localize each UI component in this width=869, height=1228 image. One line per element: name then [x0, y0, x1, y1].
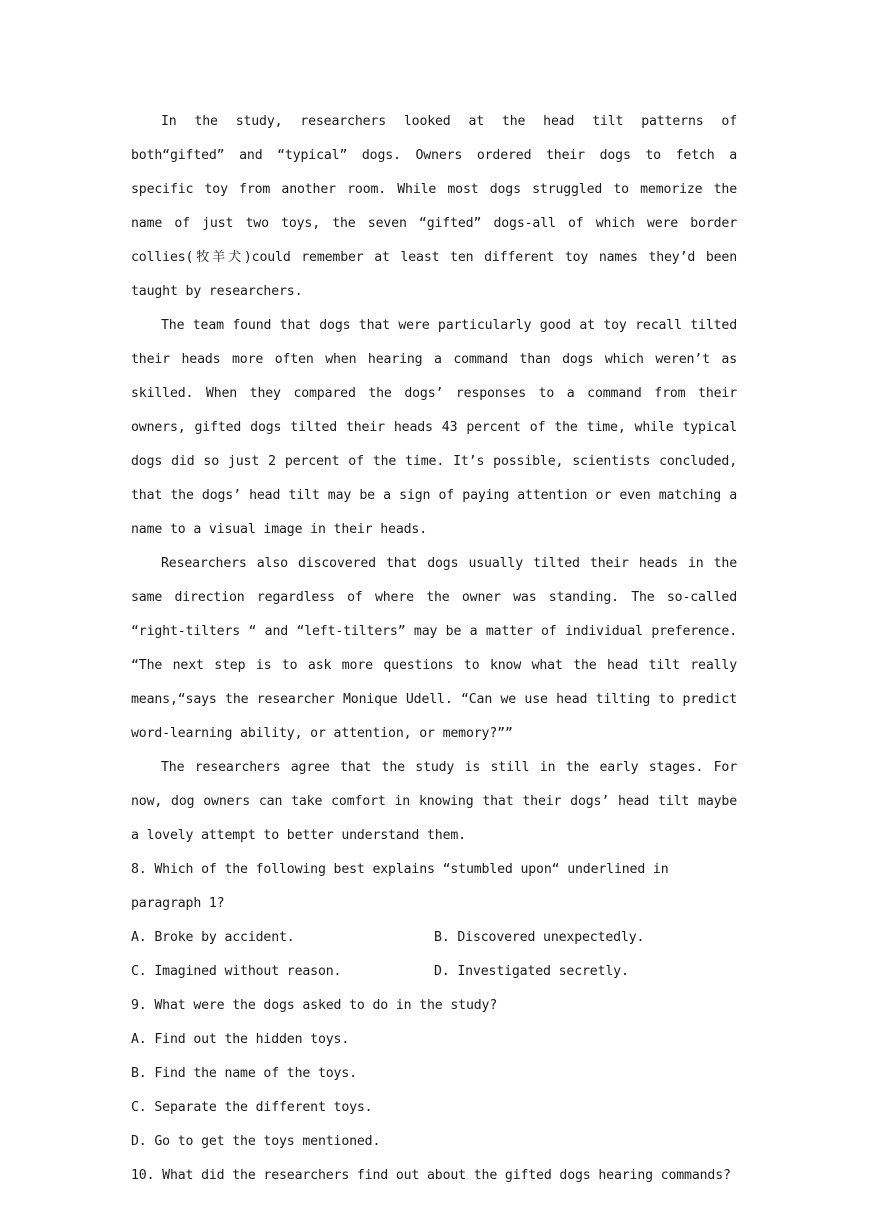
paragraph-3: Researchers also discovered that dogs usually tilted their heads in the same direction regardless of where the owner was standing. The so-called “right-tilters “ and “left-tilters” may be a matter of individual preference. “The next step is to ask more questions to know what the head tilt really means,“says the researcher Monique Udell. “Can we use head tilting to predict word-learning ability, or attention, or memory?””: [131, 556, 737, 741]
paragraph-1: In the study, researchers looked at the head tilt patterns of both“gifted” and “typical” dogs. Owners ordered their dogs to fetch a specific toy from another room. While most dogs struggled to memorize the name of just two toys, the seven “gifted” dogs-all of which were border collies(牧羊犬)could remember at least ten different toy names they’d been taught by researchers.: [131, 114, 737, 299]
question-9-option-b: B. Find the name of the toys.: [131, 1066, 357, 1081]
question-8-options-row-2: [131, 955, 737, 989]
question-8-options-row-1: [131, 921, 737, 955]
question-8-stem: 8. Which of the following best explains “stumbled upon“ underlined in paragraph 1?: [131, 862, 669, 911]
question-8-option-b: B. Discovered unexpectedly.: [434, 930, 645, 945]
paragraph-4: The researchers agree that the study is still in the early stages. For now, dog owners can take comfort in knowing that their dogs’ head tilt maybe a lovely attempt to better understand them.: [131, 760, 737, 843]
paragraph-2: The team found that dogs that were particularly good at toy recall tilted their heads more often when hearing a command than dogs which weren’t as skilled. When they compared the dogs’ responses to a command from their owners, gifted dogs tilted their heads 43 percent of the time, while typical dogs did so just 2 percent of the time. It’s possible, scientists concluded, that the dogs’ head tilt may be a sign of paying attention or even matching a name to a visual image in their heads.: [131, 318, 737, 537]
question-8-option-d: D. Investigated secretly.: [434, 964, 629, 979]
question-9-option-c: C. Separate the different toys.: [131, 1100, 373, 1115]
document-page: [131, 105, 737, 1193]
question-9-option-d: D. Go to get the toys mentioned.: [131, 1134, 381, 1149]
question-8-option-a: A. Broke by accident.: [131, 930, 295, 945]
question-8-option-c: C. Imagined without reason.: [131, 964, 342, 979]
question-10-stem: 10. What did the researchers find out about the gifted dogs hearing commands?: [131, 1168, 731, 1183]
question-9-stem: 9. What were the dogs asked to do in the study?: [131, 998, 498, 1013]
question-9-option-a: A. Find out the hidden toys.: [131, 1032, 350, 1047]
